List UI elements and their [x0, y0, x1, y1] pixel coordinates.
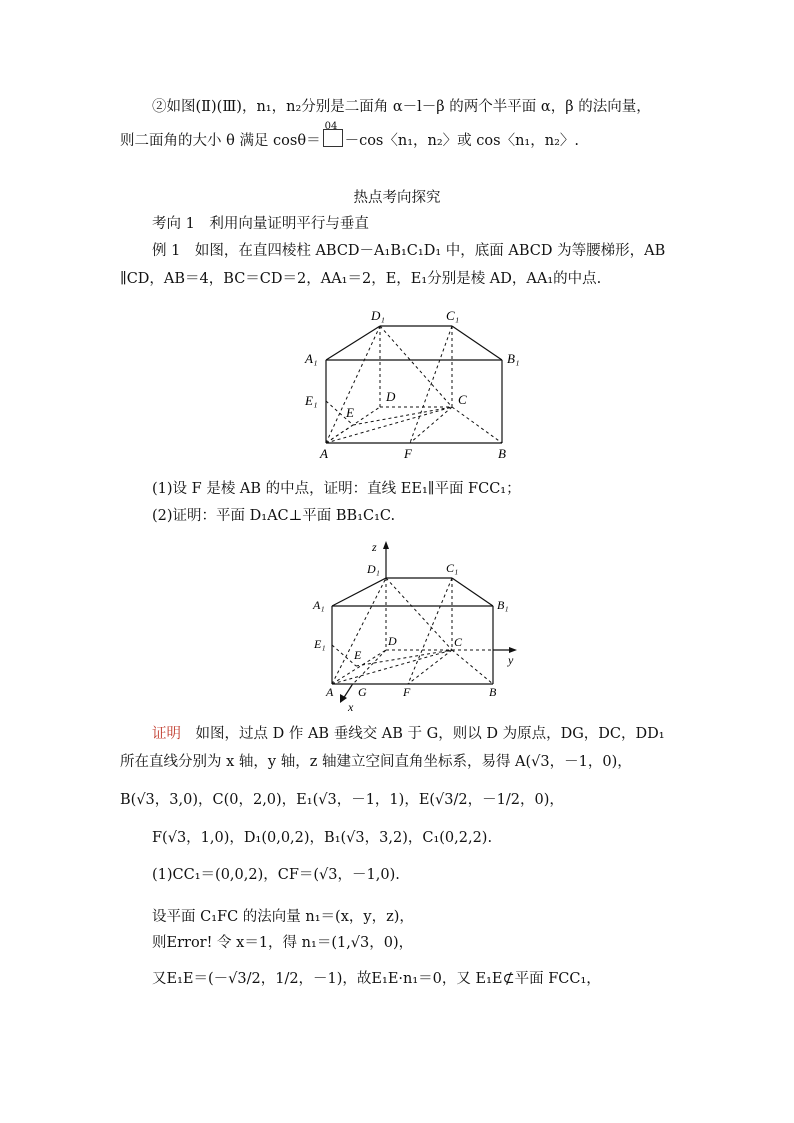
- section-title: 热点考向探究: [353, 190, 441, 206]
- formula-line-1: ②如图(Ⅱ)(Ⅲ)，n₁，n₂分别是二面角 α－l－β 的两个半平面 α，β 的法向量，: [152, 99, 651, 115]
- formula-line-2: [120, 121, 579, 152]
- formula-line-2-text: 则二面角的大小 θ 满足 cosθ＝: [120, 133, 321, 149]
- question-1: (1)设 F 是棱 AB 的中点，证明：直线 EE₁∥平面 FCC₁；: [152, 481, 521, 497]
- example-line-1: 例 1 如图，在直四棱柱 ABCD－A₁B₁C₁D₁ 中，底面 ABCD 为等腰梯形，AB: [152, 243, 666, 259]
- label2-D: D: [388, 634, 397, 648]
- axis-label-y: y: [508, 653, 514, 667]
- label2-B: B: [489, 685, 497, 699]
- formula-placeholder-box: [323, 121, 343, 147]
- figure-prism-1: [296, 298, 540, 468]
- axis-label-x: x: [348, 700, 354, 712]
- label2-C1: C₁: [446, 561, 459, 575]
- proof-line-1-text: 如图，过点 D 作 AB 垂线交 AB 于 G，则以 D 为原点，DG，DC，DD₁: [195, 726, 665, 742]
- proof-label: 证明: [152, 726, 181, 742]
- proof-line-2: 所在直线分别为 x 轴，y 轴，z 轴建立空间直角坐标系，易得 A(√3，－1，0)，: [120, 754, 632, 770]
- label-A1: A₁: [305, 351, 318, 366]
- proof-line-1: [152, 723, 665, 745]
- label-C: C: [458, 392, 467, 407]
- axis-label-z: z: [372, 540, 377, 554]
- label2-F: F: [403, 685, 411, 699]
- label2-A1: A₁: [313, 598, 325, 612]
- label2-E: E: [354, 648, 362, 662]
- label-E: E: [346, 405, 354, 420]
- label-C1: C₁: [446, 308, 460, 323]
- label2-E1: E₁: [314, 637, 326, 651]
- proof-line-4: F(√3，1,0)，D₁(0,0,2)，B₁(√3，3,2)，C₁(0,2,2).: [152, 830, 493, 846]
- figure-prism-2-axes: [300, 536, 530, 712]
- question-2: (2)证明：平面 D₁AC⊥平面 BB₁C₁C.: [152, 508, 396, 524]
- label2-A: A: [326, 685, 334, 699]
- proof-line-7: 则Error! 令 x＝1，得 n₁＝(1,√3，0)，: [152, 935, 414, 951]
- label2-D1: D₁: [367, 562, 380, 576]
- label-F: F: [404, 446, 412, 461]
- label-A: A: [320, 446, 328, 461]
- formula-badge: 04: [324, 121, 338, 132]
- kaoxiang-heading: 考向 1 利用向量证明平行与垂直: [152, 216, 369, 232]
- label-E1: E₁: [305, 393, 318, 408]
- label2-G: G: [358, 685, 367, 699]
- label2-C: C: [454, 635, 463, 649]
- proof-line-8: 又E₁E＝(－√3/2，1/2，－1)，故E₁E·n₁＝0，又 E₁E⊄平面 FCC₁，: [152, 971, 601, 987]
- label-B1: B₁: [507, 351, 520, 366]
- label2-B1: B₁: [497, 598, 509, 612]
- proof-line-3: B(√3，3,0)，C(0，2,0)，E₁(√3，－1，1)，E(√3/2，－1/2，0)，: [120, 792, 564, 808]
- formula-line-2-tail: －cos〈n₁，n₂〉或 cos〈n₁，n₂〉.: [344, 133, 579, 149]
- proof-line-6: 设平面 C₁FC 的法向量 n₁＝(x，y，z)，: [152, 909, 414, 925]
- label-B: B: [498, 446, 506, 461]
- label-D: D: [386, 389, 396, 404]
- example-line-2: ∥CD，AB＝4，BC＝CD＝2，AA₁＝2，E，E₁分别是棱 AD，AA₁的中点.: [120, 271, 602, 287]
- proof-line-5: (1)CC₁＝(0,0,2)，CF＝(√3，－1,0).: [152, 867, 400, 883]
- label-D1: D₁: [371, 308, 385, 323]
